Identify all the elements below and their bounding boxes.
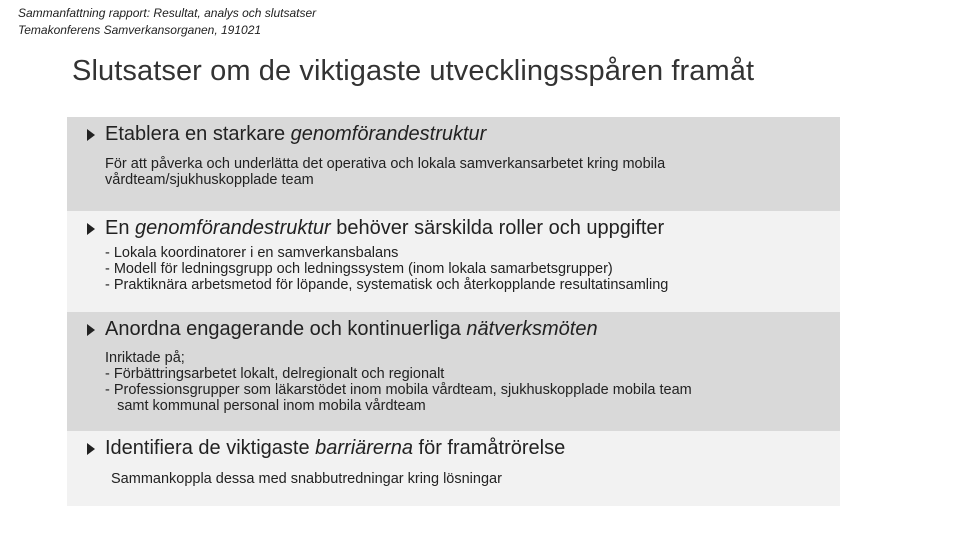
header-report-title: Sammanfattning rapport: Resultat, analys och slutsatser [18,6,317,20]
heading-text: Etablera en starkare genomförandestruktur [105,123,487,145]
slide-title: Slutsatser om de viktigaste utvecklingsspåren framåt [72,55,755,87]
heading-text: Identifiera de viktigaste barriärerna för framåtrörelse [105,437,566,459]
section-heading [87,123,486,146]
header-conference: Temakonferens Samverkansorganen, 191021 [18,23,262,37]
section-body: - Lokala koordinatorer i en samverkansbalans - Modell för ledningsgrupp och ledningssystem (inom lokala samarbetsgrupper) - Praktiknära arbetsmetod för löpande, systematisk och återkopplande resultatinsamling [105,245,669,293]
section-heading [87,217,664,240]
section-2 [67,211,840,312]
heading-text: En genomförandestruktur behöver särskilda roller och uppgifter [105,217,665,239]
section-heading [87,437,565,460]
bullet-arrow-icon [87,129,95,141]
section-1 [67,117,840,211]
section-heading [87,318,598,341]
section-4 [67,431,840,506]
bullet-arrow-icon [87,324,95,336]
section-body: Sammankoppla dessa med snabbutredningar kring lösningar [111,471,502,487]
bullet-arrow-icon [87,223,95,235]
section-body: För att påverka och underlätta det operativa och lokala samverkansarbetet kring mobila vårdteam/sjukhuskopplade team [105,156,666,188]
bullet-arrow-icon [87,443,95,455]
heading-text: Anordna engagerande och kontinuerliga nätverksmöten [105,318,598,340]
section-3 [67,312,840,431]
section-body: Inriktade på; - Förbättringsarbetet lokalt, delregionalt och regionalt - Professionsgrupper som läkarstödet inom mobila vårdteam, sjukhuskopplade mobila team samt kommunal personal inom mobila vårdteam [105,350,692,414]
